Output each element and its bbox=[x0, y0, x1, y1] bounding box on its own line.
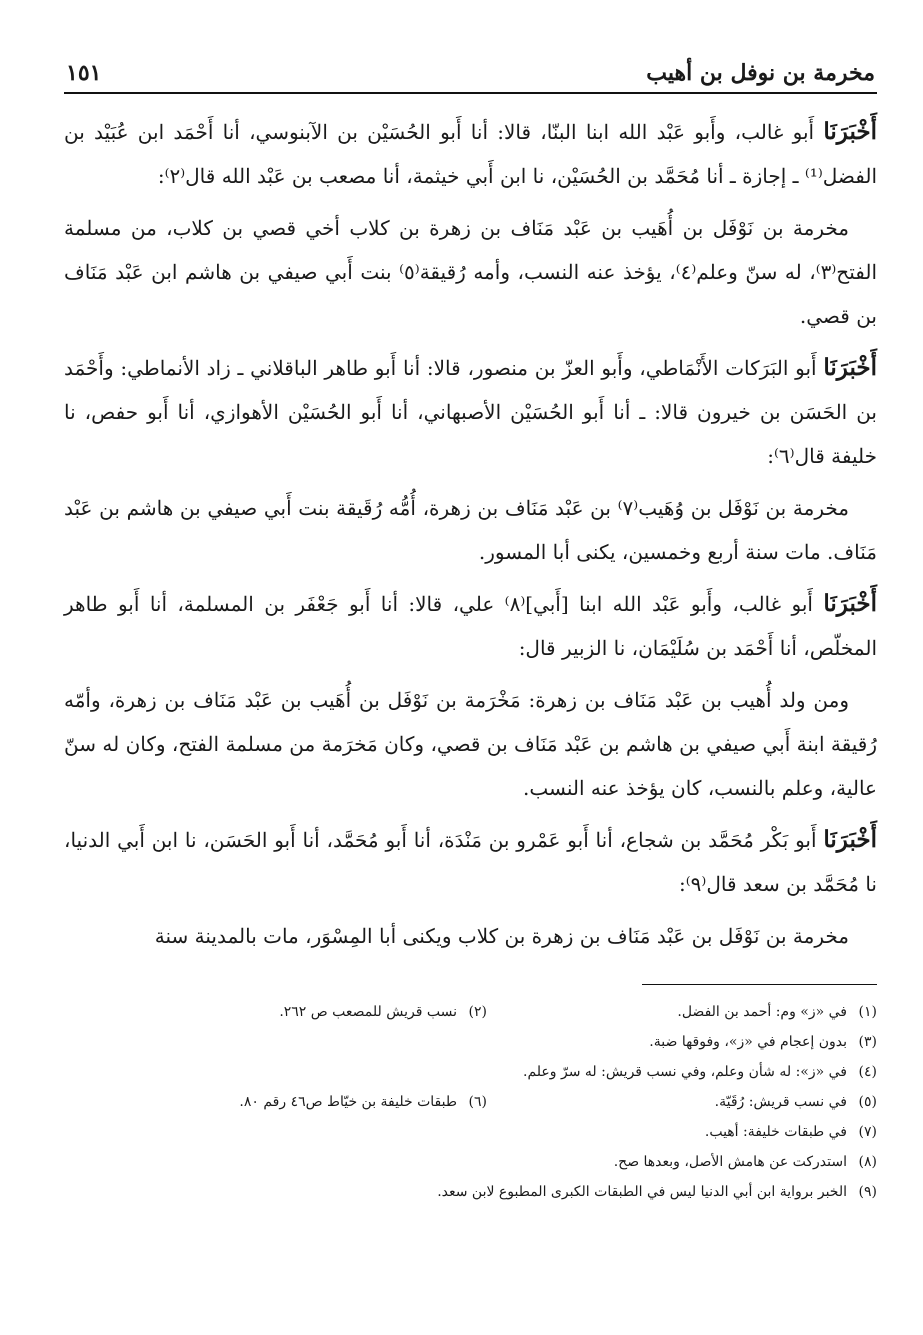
footnote-row bbox=[64, 1177, 877, 1207]
running-title: مخرمة بن نوفل بن أهيب bbox=[646, 60, 875, 86]
footnote bbox=[513, 1057, 877, 1087]
footnote-number: (١) bbox=[858, 1004, 877, 1020]
footnote-row bbox=[64, 1117, 877, 1147]
footnote-row bbox=[64, 1057, 877, 1087]
footnote bbox=[695, 1117, 877, 1147]
footnote bbox=[229, 1087, 487, 1117]
paragraph-text: مخرمة بن نَوْفَل بن عَبْد مَنَاف بن زهرة بن كلاب ويكنى أبا المِسْوَر، مات بالمدينة سنة bbox=[154, 924, 849, 948]
footnote-number: (٩) bbox=[858, 1184, 877, 1200]
footnote bbox=[639, 1027, 877, 1057]
narration-paragraph bbox=[64, 206, 877, 338]
narration-paragraph bbox=[64, 678, 877, 810]
footnote-text: طبقات خليفة بن خيّاط ص٤٦ رقم ٨٠. bbox=[239, 1094, 457, 1110]
paragraph-text: أَبو غالب، وأَبو عَبْد الله ابنا [أَبي]⁽٨⁾ علي، قالا: أنا أَبو جَعْفَر بن المسلمة، أنا أَبو طاهر المخلّص، أنا أَحْمَد بن سُلَيْمَان، نا الزبير قال: bbox=[64, 592, 877, 660]
paragraph-text: مخرمة بن نَوْفَل بن أُهَيب بن عَبْد مَنَاف بن زهرة بن كلاب أخي قصي بن كلاب، من مسلمة الفتح⁽٣⁾، له سنّ وعلم⁽٤⁾، يؤخذ عنه النسب، وأمه رُقيقة⁽٥⁾ بنت أَبي صيفي بن هاشم ابن عَبْد مَنَاف بن قصي. bbox=[64, 216, 877, 328]
footnote-text: في «ز»: له شأن وعلم، وفي نسب قريش: له سرّ وعلم. bbox=[523, 1064, 847, 1080]
akhbarana-keyword: أَخْبَرَنَا bbox=[823, 118, 877, 145]
footnote-row bbox=[64, 1027, 877, 1057]
footnote bbox=[427, 1177, 877, 1207]
footnote bbox=[487, 997, 877, 1027]
footnote-number: (٢) bbox=[468, 1004, 487, 1020]
paragraph-text: أَبو البَرَكات الأَنْمَاطي، وأَبو العزّ بن منصور، قالا: أنا أَبو طاهر الباقلاني ـ زاد الأنماطي: وأَحْمَد بن الحَسَن بن خيرون قالا: ـ أنا أَبو الحُسَيْن الأصبهاني، أنا أَبو الحُسَيْن الأهوازي، أنا أَبو حفص، نا خليفة قال⁽٦⁾: bbox=[64, 356, 877, 468]
isnad-paragraph bbox=[64, 346, 877, 478]
akhbarana-keyword: أَخْبَرَنَا bbox=[823, 354, 877, 381]
footnote-text: في طبقات خليفة: أهيب. bbox=[704, 1124, 847, 1140]
footnote-row bbox=[64, 1087, 877, 1117]
footnote-text: في «ز» وم: أحمد بن الفضل. bbox=[677, 1004, 847, 1020]
footnote-number: (٧) bbox=[858, 1124, 877, 1140]
paragraph-text: مخرمة بن نَوْفَل بن وُهَيب⁽٧⁾ بن عَبْد مَنَاف بن زهرة، أُمُّه رُقَيقة بنت أَبي صيفي بن هاشم بن عَبْد مَنَاف. مات سنة أربع وخمسين، يكنى أبا المسور. bbox=[64, 496, 877, 564]
footnote-number: (٥) bbox=[858, 1094, 877, 1110]
akhbarana-keyword: أَخْبَرَنَا bbox=[823, 826, 877, 853]
narration-paragraph bbox=[64, 914, 877, 958]
footnote-text: الخبر برواية ابن أبي الدنيا ليس في الطبقات الكبرى المطبوع لابن سعد. bbox=[437, 1184, 847, 1200]
isnad-paragraph bbox=[64, 818, 877, 906]
footnotes bbox=[64, 984, 877, 1207]
page-number: ١٥١ bbox=[66, 60, 102, 86]
paragraph-text: أَبو بَكْر مُحَمَّد بن شجاع، أنا أَبو عَمْرو بن مَنْدَة، أنا أَبو مُحَمَّد، أنا أَبو الحَسَن، نا ابن أَبي الدنيا، نا مُحَمَّد بن سعد قال⁽٩⁾: bbox=[64, 828, 877, 896]
footnote-text: استدركت عن هامش الأصل، وبعدها صح. bbox=[613, 1154, 847, 1170]
footnote bbox=[487, 1087, 877, 1117]
page-header bbox=[64, 60, 877, 94]
footnote-number: (٨) bbox=[858, 1154, 877, 1170]
main-text bbox=[64, 110, 877, 958]
narration-paragraph bbox=[64, 486, 877, 574]
footnote-number: (٤) bbox=[858, 1064, 877, 1080]
footnote-text: في نسب قريش: رُقَيّة. bbox=[714, 1094, 847, 1110]
footnote-number: (٣) bbox=[858, 1034, 877, 1050]
footnote-row bbox=[64, 997, 877, 1027]
footnote-text: بدون إعجام في «ز»، وفوقها ضبة. bbox=[649, 1034, 847, 1050]
isnad-paragraph bbox=[64, 110, 877, 198]
footnote bbox=[269, 997, 487, 1027]
footnote-text: نسب قريش للمصعب ص ٢٦٢. bbox=[279, 1004, 457, 1020]
akhbarana-keyword: أَخْبَرَنَا bbox=[823, 590, 877, 617]
footnote-number: (٦) bbox=[468, 1094, 487, 1110]
footnote-rule bbox=[642, 984, 877, 985]
paragraph-text: أَبو غالب، وأَبو عَبْد الله ابنا البنّا، قالا: أنا أَبو الحُسَيْن بن الآبنوسي، أنا أَحْمَد ابن عُبَيْد بن الفضل⁽¹⁾ ـ إجازة ـ أنا مُحَمَّد بن الحُسَيْن، نا ابن أَبي خيثمة، أنا مصعب بن عَبْد الله قال⁽٢⁾: bbox=[64, 120, 877, 188]
footnote-row bbox=[64, 1147, 877, 1177]
footnote bbox=[604, 1147, 877, 1177]
paragraph-text: ومن ولد أُهيب بن عَبْد مَنَاف بن زهرة: مَخْرَمة بن نَوْفَل بن أُهَيب بن عَبْد مَنَاف بن زهرة، وأمّه رُقيقة ابنة أَبي صيفي بن هاشم بن عَبْد مَنَاف بن قصي، وكان مَخرَمة من مسلمة الفتح، وكان له سنّ عالية، وعلم بالنسب، كان يؤخذ عنه النسب. bbox=[64, 688, 877, 800]
isnad-paragraph bbox=[64, 582, 877, 670]
